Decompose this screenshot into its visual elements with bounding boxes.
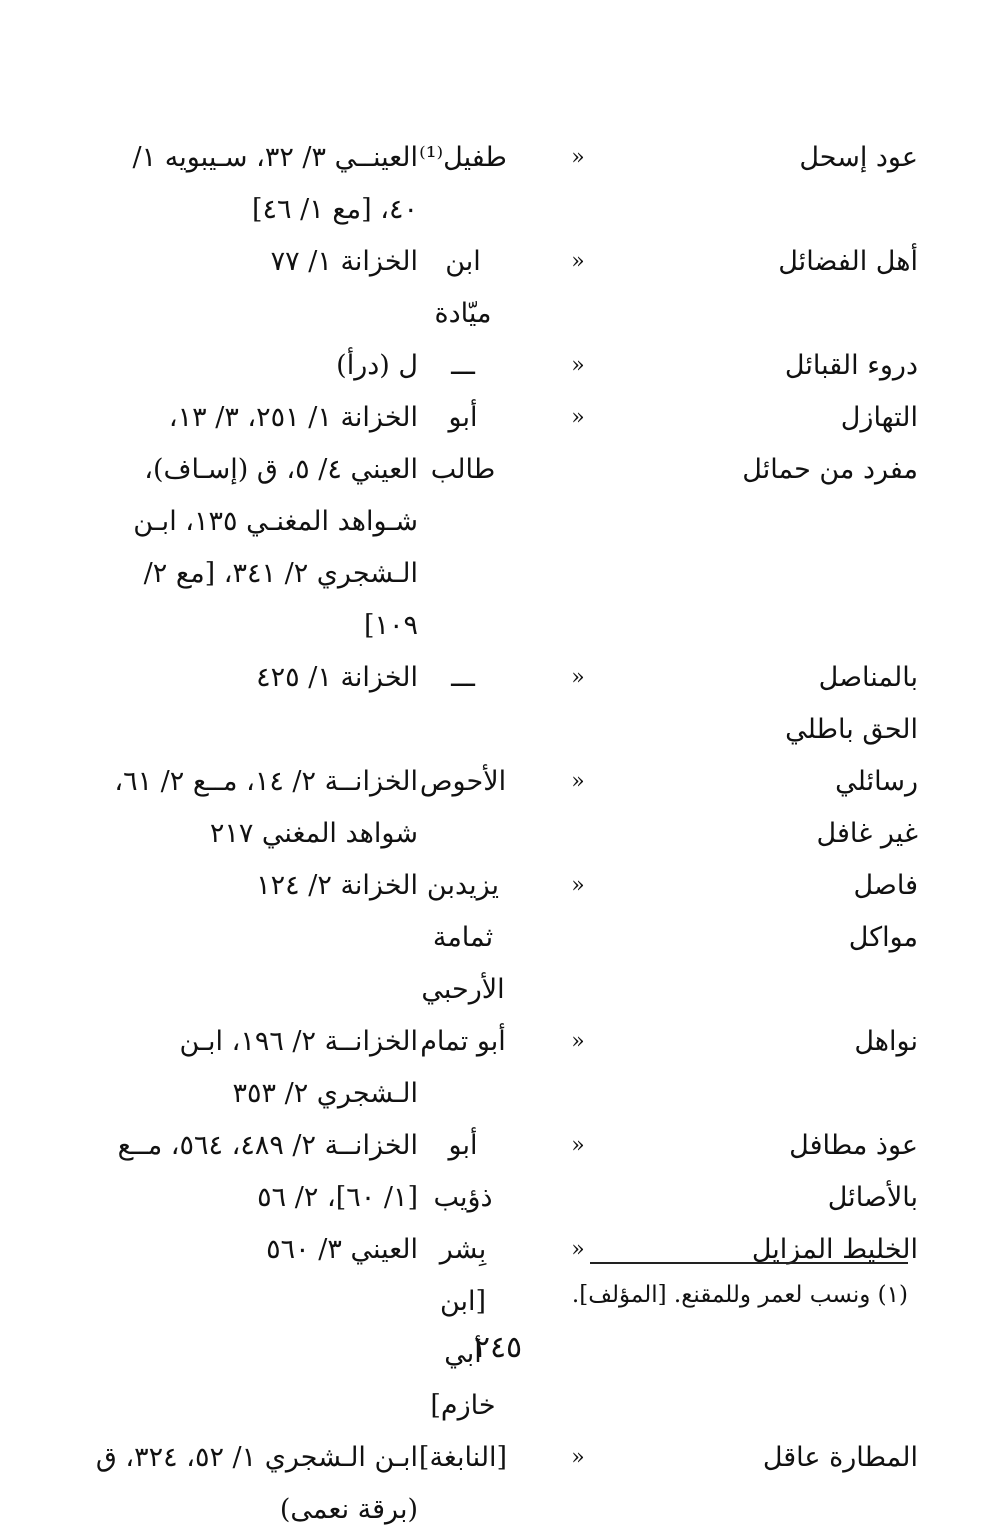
column-gap <box>648 756 748 860</box>
column-gap <box>648 236 748 340</box>
index-row <box>76 340 918 392</box>
meter-ditto-mark: « <box>571 769 585 794</box>
index-row <box>76 1224 918 1432</box>
poet-name: ـــ <box>451 350 475 381</box>
column-gap <box>648 392 748 652</box>
rhyme-line: أهل الفضائل <box>778 246 918 277</box>
meter-ditto-mark: « <box>571 1029 585 1054</box>
source-references: الخزانة ١/ ٤٢٥ <box>256 662 418 693</box>
column-gap <box>648 652 748 756</box>
rhyme-word <box>748 1120 918 1224</box>
source-references: الخزانــة ٢/ ١٤، مــع ٢/ ٦١، شواهد المغني ٢١٧ <box>114 766 418 849</box>
rhyme-line: نواهل <box>854 1026 918 1057</box>
source-references: العينــي ٣/ ٣٢، سـيبويه ١/ ٤٠، [مع ١/ ٤٦] <box>132 142 418 225</box>
rhyme-word <box>748 340 918 392</box>
column-gap <box>648 860 748 1016</box>
source-references: الخزانة ١/ ٧٧ <box>270 246 418 277</box>
meter-ditto-mark: « <box>571 405 585 430</box>
rhyme-word <box>748 236 918 340</box>
meter-ditto-mark: « <box>571 1237 585 1262</box>
meter-ditto-mark: « <box>571 145 585 170</box>
rhyme-line: التهازل <box>840 402 918 433</box>
rhyme-word <box>742 392 918 652</box>
rhyme-line: عود إسحل <box>799 142 918 173</box>
rhyme-word <box>748 756 918 860</box>
index-row <box>76 652 918 756</box>
source-references: الخزانــة ٢/ ٤٨٩، ٥٦٤، مــع [١/ ٦٠]، ٢/ ٥٦ <box>117 1130 418 1213</box>
poet-name: أبو تمام <box>420 1026 506 1057</box>
rhyme-line: الحق باطلي <box>785 714 918 745</box>
source-references: العيني ٣/ ٥٦٠ <box>266 1234 418 1265</box>
poet-name: الأحوص <box>419 766 507 797</box>
rhyme-line: الخليط المزايل <box>751 1234 918 1265</box>
column-gap <box>648 340 748 392</box>
rhyme-line: رسائلي <box>835 766 918 797</box>
rhyme-word <box>748 132 918 236</box>
rhyme-line: بالأصائل <box>827 1182 918 1213</box>
rhyme-word <box>748 1224 918 1432</box>
source-references: الخزانة ١/ ٢٥١، ٣/ ١٣، العيني ٤/ ٥، ق (إسـاف)، شـواهد المغنـي ١٣٥، ابـن الـشجري ٢/ ٣٤١، [مع ٢/ ١٠٩] <box>133 402 418 641</box>
rhyme-word <box>748 1016 918 1120</box>
footnote-separator <box>590 1262 908 1264</box>
meter-ditto-mark: « <box>571 1445 585 1470</box>
meter-ditto-mark: « <box>571 1133 585 1158</box>
index-row <box>76 1120 918 1224</box>
page-number: ٢٤٥ <box>473 1330 523 1365</box>
index-row <box>76 1016 918 1120</box>
poet-name: أبو ذؤيب <box>433 1130 493 1213</box>
rhyme-word <box>748 652 918 756</box>
source-references: ل (درأ) <box>336 350 418 381</box>
poet-name: ابن ميّادة <box>434 246 492 329</box>
index-row <box>76 392 918 652</box>
index-row <box>76 132 918 236</box>
column-gap <box>648 132 748 236</box>
poet-name: أبو طالب <box>430 402 496 485</box>
rhyme-line: دروء القبائل <box>784 350 918 381</box>
rhyme-line: مفرد من حمائل <box>742 454 918 485</box>
poet-name: يزيدبن ثمامة الأرحبي <box>421 870 505 1005</box>
meter-ditto-mark: « <box>571 873 585 898</box>
source-references: ابـن الـشجري ١/ ٥٢، ٣٢٤، ق (برقة نعمى) <box>95 1442 418 1525</box>
column-gap <box>648 1432 748 1536</box>
rhyme-word <box>748 1432 918 1536</box>
rhyme-line: مواكل <box>848 922 918 953</box>
rhyme-line: بالمناصل <box>818 662 918 693</box>
meter-ditto-mark: « <box>571 353 585 378</box>
rhyme-word <box>748 860 918 1016</box>
meter-ditto-mark: « <box>571 249 585 274</box>
poet-name: ـــ <box>451 662 475 693</box>
index-row <box>76 860 918 1016</box>
index-row <box>76 756 918 860</box>
rhyme-line: فاصل <box>853 870 918 901</box>
source-references: الخزانة ٢/ ١٢٤ <box>256 870 418 901</box>
poet-name: [النابغة] <box>418 1442 508 1473</box>
meter-ditto-mark: « <box>571 665 585 690</box>
index-entries <box>76 132 918 1536</box>
index-row <box>76 236 918 340</box>
column-gap <box>648 1120 748 1224</box>
rhyme-line: المطارة عاقل <box>762 1442 918 1473</box>
index-row <box>76 1432 918 1536</box>
column-gap <box>648 1224 748 1432</box>
column-gap <box>648 1016 748 1120</box>
poet-name: بِشر [ابن أبي خازم] <box>430 1234 496 1421</box>
rhyme-line: غير غافل <box>816 818 918 849</box>
poet-name: طفيل⁽¹⁾ <box>419 142 507 173</box>
rhyme-line: عوذ مطافل <box>789 1130 918 1161</box>
footnote: (١) ونسب لعمر وللمقنع. [المؤلف]. <box>571 1282 908 1308</box>
source-references: الخزانــة ٢/ ١٩٦، ابـن الـشجري ٢/ ٣٥٣ <box>179 1026 418 1109</box>
